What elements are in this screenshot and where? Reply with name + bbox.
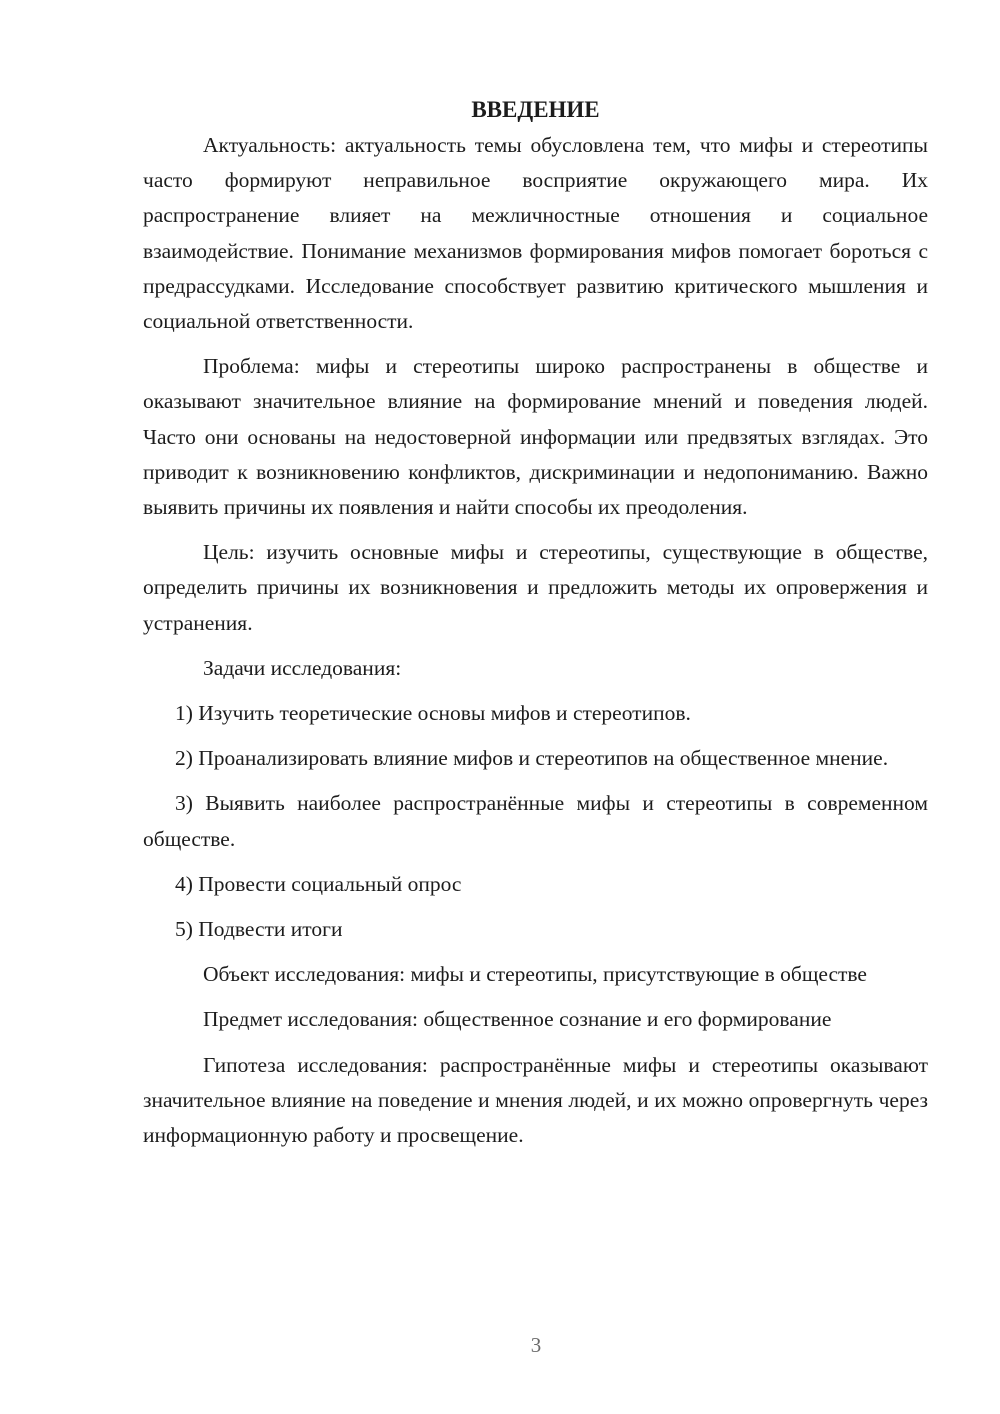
subject-paragraph: Предмет исследования: общественное сознание и его формирование <box>203 1007 832 1032</box>
task-item-2: 2) Проанализировать влияние мифов и стереотипов на общественное мнение. <box>175 746 889 771</box>
problem-paragraph: Проблема: мифы и стереотипы широко распространены в обществе и оказывают значительное влияние на формирование мнений и поведения людей. Часто они основаны на недостоверной информации или предвзятых взглядах. Это приводит к возникновению конфликтов, дискриминации и недопониманию. Важно выявить причины их появления и найти способы их преодоления. <box>143 354 928 520</box>
goal-paragraph: Цель: изучить основные мифы и стереотипы, существующие в обществе, определить причины их возникновения и предложить методы их опровержения и устранения. <box>143 540 928 635</box>
task-item-3: 3) Выявить наиболее распространённые мифы и стереотипы в современном обществе. <box>143 791 928 851</box>
task-item-1: 1) Изучить теоретические основы мифов и стереотипов. <box>175 701 691 726</box>
section-title: ВВЕДЕНИЕ <box>471 97 600 122</box>
object-paragraph: Объект исследования: мифы и стереотипы, присутствующие в обществе <box>203 962 867 987</box>
page-number: 3 <box>530 1333 542 1357</box>
relevance-paragraph: Актуальность: актуальность темы обусловлена тем, что мифы и стереотипы часто формируют неправильное восприятие окружающего мира. Их распространение влияет на межличностные отношения и социальное взаимодействие. Понимание механизмов формирования мифов помогает бороться с предрассудками. Исследование способствует развитию критического мышления и социальной ответственности. <box>143 133 928 334</box>
hypothesis-paragraph: Гипотеза исследования: распространённые мифы и стереотипы оказывают значительное влияние на поведение и мнения людей, и их можно опровергнуть через информационную работу и просвещение. <box>143 1052 928 1148</box>
tasks-heading: Задачи исследования: <box>203 655 402 680</box>
page-content <box>143 92 928 1153</box>
task-item-4: 4) Провести социальный опрос <box>175 871 462 896</box>
task-item-5: 5) Подвести итоги <box>175 917 343 942</box>
